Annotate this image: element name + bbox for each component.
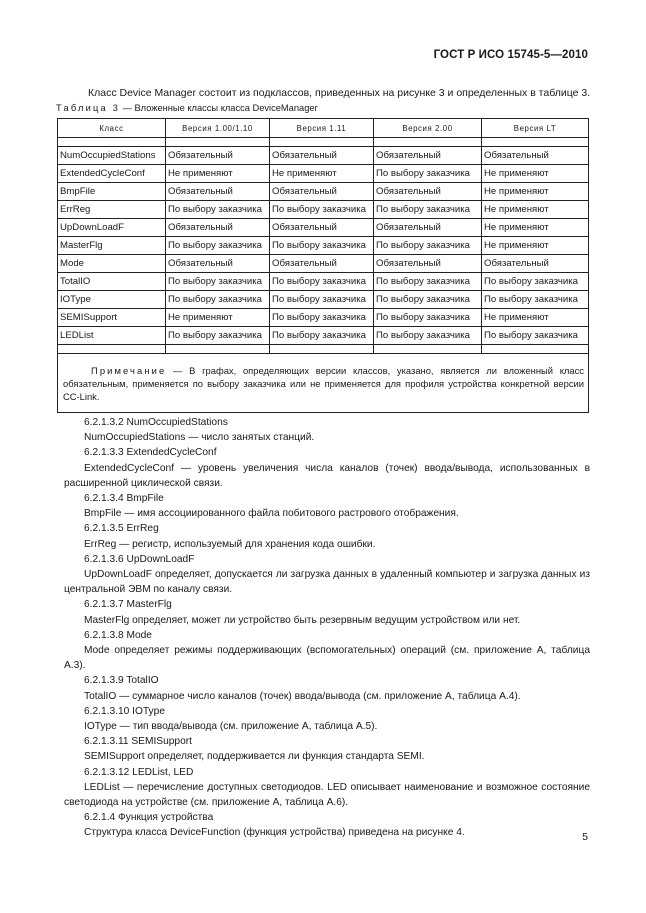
table-header-row (58, 119, 589, 138)
table-note (58, 354, 589, 413)
column-header: Версия LT (482, 119, 589, 138)
requirement-cell: По выбору заказчика (270, 201, 374, 219)
table-row (58, 183, 589, 201)
table-row (58, 255, 589, 273)
intro-paragraph: Класс Device Manager состоит из подклассов, приведенных на рисунке 3 и определенных в таблице 3. (88, 87, 591, 99)
requirement-cell: По выбору заказчика (166, 291, 270, 309)
requirement-cell: Не применяют (482, 183, 589, 201)
requirement-cell: Обязательный (270, 147, 374, 165)
table-row (58, 165, 589, 183)
requirement-cell: По выбору заказчика (374, 237, 482, 255)
body-paragraph: ExtendedCycleConf — уровень увеличения числа каналов (точек) ввода/вывода, использованных в расширенной циклической связи. (64, 462, 590, 489)
requirement-cell: По выбору заказчика (166, 237, 270, 255)
requirement-cell: По выбору заказчика (270, 273, 374, 291)
body-paragraph: 6.2.1.3.8 Mode (84, 629, 152, 641)
note-label: Примечание (91, 364, 167, 376)
requirement-cell: По выбору заказчика (482, 327, 589, 345)
requirement-cell: Не применяют (482, 219, 589, 237)
requirement-cell: Не применяют (166, 309, 270, 327)
requirement-cell: Обязательный (482, 255, 589, 273)
requirement-cell: Обязательный (374, 183, 482, 201)
table-row (58, 237, 589, 255)
table-row (58, 291, 589, 309)
column-header: Класс (58, 119, 166, 138)
body-paragraph: 6.2.1.3.7 MasterFlg (84, 599, 172, 611)
requirement-cell: Не применяют (166, 165, 270, 183)
column-header: Версия 1.00/1.10 (166, 119, 270, 138)
body-paragraph: IOType — тип ввода/вывода (см. приложение А, таблица А.5). (84, 721, 378, 733)
class-name-cell: Mode (58, 255, 166, 273)
table-row (58, 147, 589, 165)
table-row (58, 219, 589, 237)
class-name-cell: ErrReg (58, 201, 166, 219)
requirement-cell: Обязательный (166, 219, 270, 237)
class-name-cell: SEMISupport (58, 309, 166, 327)
table-row (58, 309, 589, 327)
requirement-cell: По выбору заказчика (374, 327, 482, 345)
class-name-cell: ExtendedCycleConf (58, 165, 166, 183)
page-header-standard: ГОСТ Р ИСО 15745-5—2010 (433, 49, 588, 61)
requirement-cell: Не применяют (270, 165, 374, 183)
body-paragraph: Mode определяет режимы поддерживающих (вспомогательных) операций (см. приложение А, таблица А.3). (64, 645, 590, 672)
class-name-cell: NumOccupiedStations (58, 147, 166, 165)
requirement-cell: По выбору заказчика (374, 201, 482, 219)
body-paragraph: 6.2.1.4 Функция устройства (84, 812, 214, 824)
body-paragraph: 6.2.1.3.4 BmpFile (84, 493, 164, 505)
requirement-cell: Не применяют (482, 165, 589, 183)
requirement-cell: По выбору заказчика (270, 309, 374, 327)
requirement-cell: По выбору заказчика (374, 309, 482, 327)
body-paragraph: BmpFile — имя ассоциированного файла побитового растрового отображения. (84, 508, 459, 520)
class-name-cell: UpDownLoadF (58, 219, 166, 237)
body-paragraph: TotalIO — суммарное число каналов (точек) ввода/вывода (см. приложение А, таблица А.4). (84, 690, 521, 702)
body-paragraph: SEMISupport определяет, поддерживается ли функция стандарта SEMI. (84, 751, 425, 763)
body-paragraph: 6.2.1.3.11 SEMISupport (84, 736, 192, 748)
table-caption-text: — Вложенные классы класса DeviceManager (120, 103, 318, 113)
requirement-cell: Обязательный (270, 219, 374, 237)
requirement-cell: Обязательный (374, 147, 482, 165)
requirement-cell: Обязательный (270, 255, 374, 273)
requirement-cell: Обязательный (374, 219, 482, 237)
body-paragraph: 6.2.1.3.2 NumOccupiedStations (84, 417, 228, 428)
requirement-cell: Обязательный (166, 147, 270, 165)
table-note-row (58, 354, 589, 413)
body-paragraph: 6.2.1.3.5 ErrReg (84, 523, 159, 535)
body-paragraph: 6.2.1.3.6 UpDownLoadF (84, 553, 195, 565)
requirement-cell: Обязательный (166, 255, 270, 273)
body-text (64, 415, 590, 841)
page-number: 5 (582, 831, 588, 843)
body-paragraph: 6.2.1.3.3 ExtendedCycleConf (84, 447, 217, 459)
body-paragraph: 6.2.1.3.9 TotalIO (84, 675, 159, 687)
table-caption (56, 103, 318, 113)
requirement-cell: Не применяют (482, 201, 589, 219)
table-row (58, 273, 589, 291)
table-body (58, 138, 589, 345)
body-paragraph: MasterFlg определяет, может ли устройство быть резервным ведущим устройством или нет. (84, 614, 521, 626)
requirement-cell: По выбору заказчика (374, 273, 482, 291)
column-header: Версия 1.11 (270, 119, 374, 138)
requirement-cell: По выбору заказчика (166, 201, 270, 219)
table-spacer-row (58, 345, 589, 354)
requirement-cell: Не применяют (482, 309, 589, 327)
class-name-cell: TotalIO (58, 273, 166, 291)
requirement-cell: Обязательный (166, 183, 270, 201)
requirement-cell: По выбору заказчика (374, 291, 482, 309)
nested-classes-table (57, 118, 589, 413)
note-text: — В графах, определяющих версии классов, указано, является ли вложенный класс обязательным, применяется по выбору заказчика или не применяется для профиля устройства конкретной версии CC-Link. (63, 364, 584, 402)
requirement-cell: По выбору заказчика (270, 327, 374, 345)
class-name-cell: LEDList (58, 327, 166, 345)
body-paragraph: UpDownLoadF определяет, допускается ли загрузка данных в удаленный компьютер и загрузка данных из центральной ЭВМ по каналу связи. (64, 569, 590, 596)
requirement-cell: По выбору заказчика (482, 273, 589, 291)
body-paragraph: 6.2.1.3.10 IOType (84, 705, 165, 717)
requirement-cell: Обязательный (374, 255, 482, 273)
table-spacer-row (58, 138, 589, 147)
requirement-cell: Не применяют (482, 237, 589, 255)
class-name-cell: BmpFile (58, 183, 166, 201)
column-header: Версия 2.00 (374, 119, 482, 138)
body-paragraph: NumOccupiedStations — число занятых станций. (84, 432, 315, 444)
requirement-cell: По выбору заказчика (374, 165, 482, 183)
class-name-cell: IOType (58, 291, 166, 309)
table-row (58, 327, 589, 345)
requirement-cell: По выбору заказчика (166, 327, 270, 345)
table-row (58, 201, 589, 219)
body-paragraph: Структура класса DeviceFunction (функция устройства) приведена на рисунке 4. (84, 827, 465, 839)
class-name-cell: MasterFlg (58, 237, 166, 255)
requirement-cell: Обязательный (482, 147, 589, 165)
requirement-cell: По выбору заказчика (482, 291, 589, 309)
body-paragraph: ErrReg — регистр, используемый для хранения кода ошибки. (84, 538, 376, 550)
requirement-cell: По выбору заказчика (166, 273, 270, 291)
body-paragraph: 6.2.1.3.12 LEDList, LED (84, 766, 194, 778)
requirement-cell: Обязательный (270, 183, 374, 201)
requirement-cell: По выбору заказчика (270, 291, 374, 309)
requirement-cell: По выбору заказчика (270, 237, 374, 255)
table-caption-label: Таблица 3 (56, 103, 121, 113)
body-paragraph: LEDList — перечисление доступных светодиодов. LED описывает наименование и возможное состояние светодиода на устройстве (см. приложение А, таблица А.6). (64, 781, 590, 809)
